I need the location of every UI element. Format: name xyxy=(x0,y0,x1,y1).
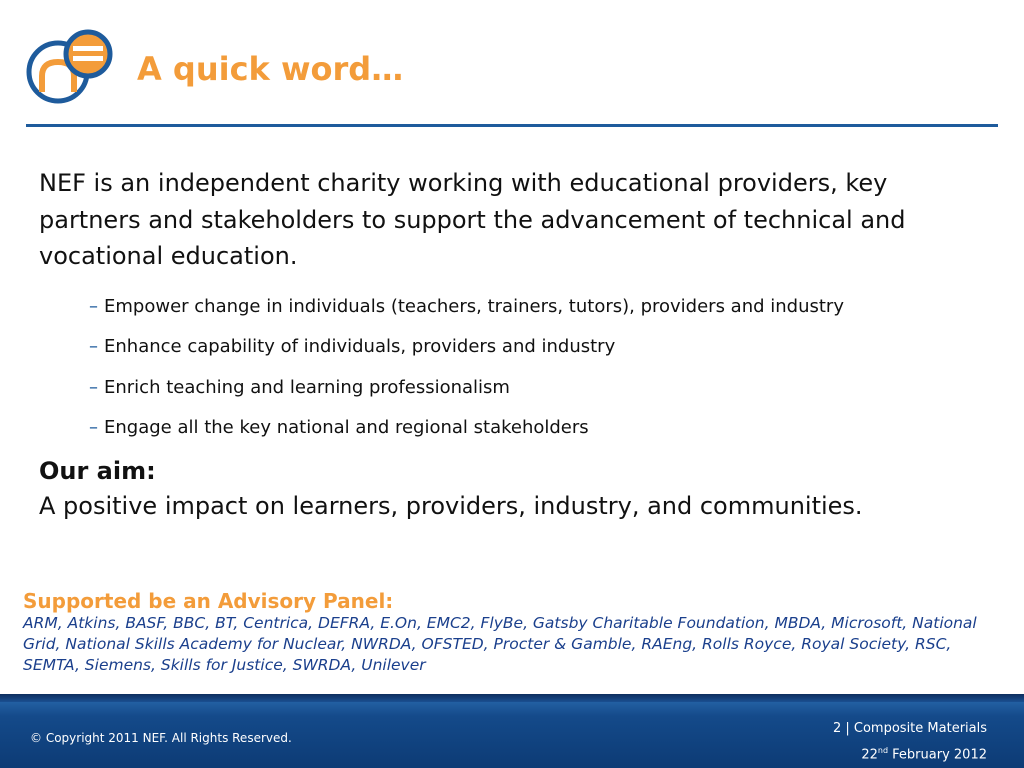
bullet-list xyxy=(89,286,844,448)
dash-bullet-icon: – xyxy=(89,336,98,358)
slide-date xyxy=(861,746,987,762)
dash-bullet-icon: – xyxy=(89,417,98,439)
list-item xyxy=(89,408,844,449)
list-item xyxy=(89,286,844,327)
footer-bar xyxy=(0,694,1024,768)
list-item xyxy=(89,367,844,408)
bullet-text: Enrich teaching and learning professionalism xyxy=(104,376,510,398)
aim-text: A positive impact on learners, providers, industry, and communities. xyxy=(39,492,863,520)
nef-logo-icon xyxy=(26,26,116,110)
advisory-panel-heading: Supported be an Advisory Panel: xyxy=(23,589,394,613)
page-title: A quick word… xyxy=(137,50,404,88)
copyright-notice: © Copyright 2011 NEF. All Rights Reserved. xyxy=(30,731,292,745)
date-day: 22 xyxy=(861,747,878,763)
date-rest: February 2012 xyxy=(888,747,987,763)
slide-reference: 2 | Composite Materials xyxy=(832,721,987,736)
aim-heading: Our aim: xyxy=(39,457,156,485)
advisory-panel-members: ARM, Atkins, BASF, BBC, BT, Centrica, DEFRA, E.On, EMC2, FlyBe, Gatsby Charitable Foundation, MBDA, Microsoft, National Grid, National Skills Academy for Nuclear, NWRDA, OFSTED, Procter & Gamble, RAEng, Rolls Royce, Royal Society, RSC, SEMTA, Siemens, Skills for Justice, SWRDA, Unilever xyxy=(23,614,977,674)
intro-paragraph: NEF is an independent charity working with educational providers, key partners and stakeholders to support the advancement of technical and vocational education. xyxy=(39,169,906,270)
bullet-text: Empower change in individuals (teachers, trainers, tutors), providers and industry xyxy=(104,295,844,317)
bullet-text: Enhance capability of individuals, providers and industry xyxy=(104,336,616,358)
dash-bullet-icon: – xyxy=(89,295,98,317)
date-suffix: nd xyxy=(877,746,889,755)
bullet-text: Engage all the key national and regional stakeholders xyxy=(104,417,589,439)
list-item xyxy=(89,327,844,368)
dash-bullet-icon: – xyxy=(89,376,98,398)
title-divider xyxy=(26,124,998,127)
